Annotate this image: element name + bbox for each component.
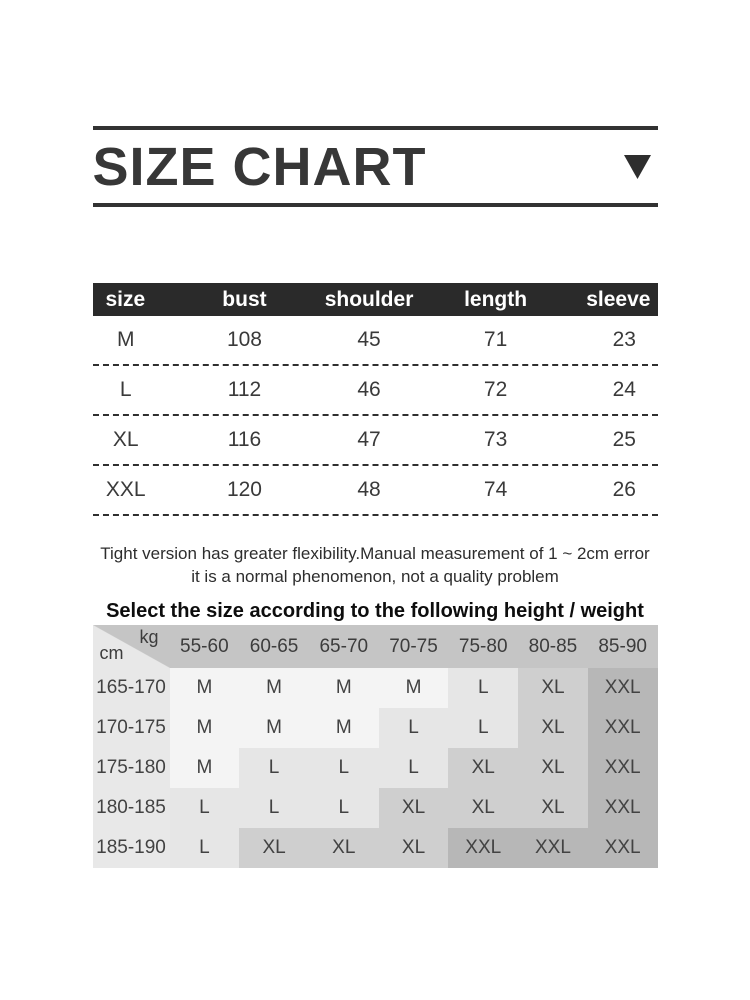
cell-sleeve: 24 xyxy=(612,378,636,401)
cell-sleeve: 25 xyxy=(612,428,636,451)
fit-cell: L xyxy=(170,788,240,828)
weight-header: 65-70 xyxy=(309,625,379,668)
fit-row-175-180 xyxy=(93,748,658,788)
table-row-m xyxy=(93,316,658,366)
fit-table xyxy=(93,625,658,868)
fit-cell: L xyxy=(170,828,240,868)
fit-cell: M xyxy=(309,708,379,748)
height-label: 165-170 xyxy=(93,668,170,708)
corner-axis-cell xyxy=(93,625,170,668)
fit-cell: L xyxy=(239,788,309,828)
fit-cell: M xyxy=(309,668,379,708)
fit-cell: XL xyxy=(518,668,588,708)
fit-cell: M xyxy=(239,708,309,748)
fit-cell: XXL xyxy=(588,748,658,788)
fit-cell: XXL xyxy=(588,828,658,868)
cell-shoulder: 47 xyxy=(357,428,381,451)
fit-cell: L xyxy=(448,708,518,748)
cell-shoulder: 45 xyxy=(357,328,381,351)
kg-axis-label: kg xyxy=(139,627,159,647)
page-title: SIZE CHART xyxy=(92,136,427,197)
cell-bust: 108 xyxy=(226,328,262,351)
fit-cell: XL xyxy=(518,748,588,788)
cell-shoulder: 48 xyxy=(357,478,381,501)
fit-cell: XL xyxy=(239,828,309,868)
fit-cell: XXL xyxy=(588,668,658,708)
header-shoulder: shoulder xyxy=(324,287,414,311)
fit-row-185-190 xyxy=(93,828,658,868)
fit-cell: L xyxy=(379,748,449,788)
cell-sleeve: 23 xyxy=(612,328,636,351)
content-column xyxy=(93,0,658,868)
fit-table-header-row xyxy=(93,625,658,668)
title-bottom-rule xyxy=(93,203,658,207)
weight-header: 85-90 xyxy=(588,625,658,668)
cm-axis-label: cm xyxy=(99,643,124,663)
fit-cell: L xyxy=(239,748,309,788)
measurement-table xyxy=(93,283,658,516)
height-label: 170-175 xyxy=(93,708,170,748)
fit-cell: XXL xyxy=(588,708,658,748)
measurement-table-header xyxy=(93,283,658,316)
cell-size: L xyxy=(119,378,132,401)
cell-length: 72 xyxy=(483,378,508,401)
fit-cell: XL xyxy=(379,788,449,828)
fit-cell: M xyxy=(239,668,309,708)
fit-cell: L xyxy=(448,668,518,708)
fit-cell: XXL xyxy=(518,828,588,868)
header-sleeve: sleeve xyxy=(586,287,651,311)
cell-size: XL xyxy=(112,428,139,451)
fit-cell: XL xyxy=(309,828,379,868)
fit-cell: L xyxy=(309,788,379,828)
height-label: 180-185 xyxy=(93,788,170,828)
cell-bust: 116 xyxy=(227,428,262,451)
cell-bust: 112 xyxy=(227,378,262,401)
weight-header: 55-60 xyxy=(170,625,240,668)
cell-sleeve: 26 xyxy=(612,478,636,501)
fit-cell: L xyxy=(309,748,379,788)
table-row-l xyxy=(93,366,658,416)
cell-size: XXL xyxy=(105,478,146,501)
cell-length: 74 xyxy=(483,478,508,501)
cell-bust: 120 xyxy=(226,478,262,501)
table-row-xxl xyxy=(93,466,658,516)
fit-cell: XL xyxy=(518,708,588,748)
note-line-2: it is a normal phenomenon, not a quality problem xyxy=(191,567,559,586)
header-bust: bust xyxy=(222,287,267,311)
weight-header: 60-65 xyxy=(239,625,309,668)
fit-row-180-185 xyxy=(93,788,658,828)
fit-cell: M xyxy=(379,668,449,708)
fit-cell: M xyxy=(170,668,240,708)
note-line-1: Tight version has greater flexibility.Manual measurement of 1 ~ 2cm error xyxy=(100,544,650,563)
weight-header: 75-80 xyxy=(448,625,518,668)
weight-header: 80-85 xyxy=(518,625,588,668)
fit-row-170-175 xyxy=(93,708,658,748)
table-row-xl xyxy=(93,416,658,466)
cell-length: 71 xyxy=(483,328,508,351)
height-label: 175-180 xyxy=(93,748,170,788)
fit-cell: XL xyxy=(448,748,518,788)
cell-size: M xyxy=(116,328,135,351)
fit-cell: L xyxy=(379,708,449,748)
fit-cell: M xyxy=(170,748,240,788)
header-size: size xyxy=(105,287,146,311)
fit-cell: XL xyxy=(518,788,588,828)
fit-cell: XL xyxy=(448,788,518,828)
fit-table-heading: Select the size according to the following height / weight xyxy=(106,600,644,622)
fit-row-165-170 xyxy=(93,668,658,708)
title-row xyxy=(93,130,658,203)
weight-header: 70-75 xyxy=(379,625,449,668)
fit-cell: XXL xyxy=(448,828,518,868)
cell-length: 73 xyxy=(483,428,508,451)
title-block xyxy=(93,126,658,207)
fit-cell: M xyxy=(170,708,240,748)
cell-shoulder: 46 xyxy=(357,378,381,401)
fit-cell: XXL xyxy=(588,788,658,828)
height-label: 185-190 xyxy=(93,828,170,868)
triangle-down-icon xyxy=(624,155,651,179)
fit-cell: XL xyxy=(379,828,449,868)
header-length: length xyxy=(464,287,528,311)
